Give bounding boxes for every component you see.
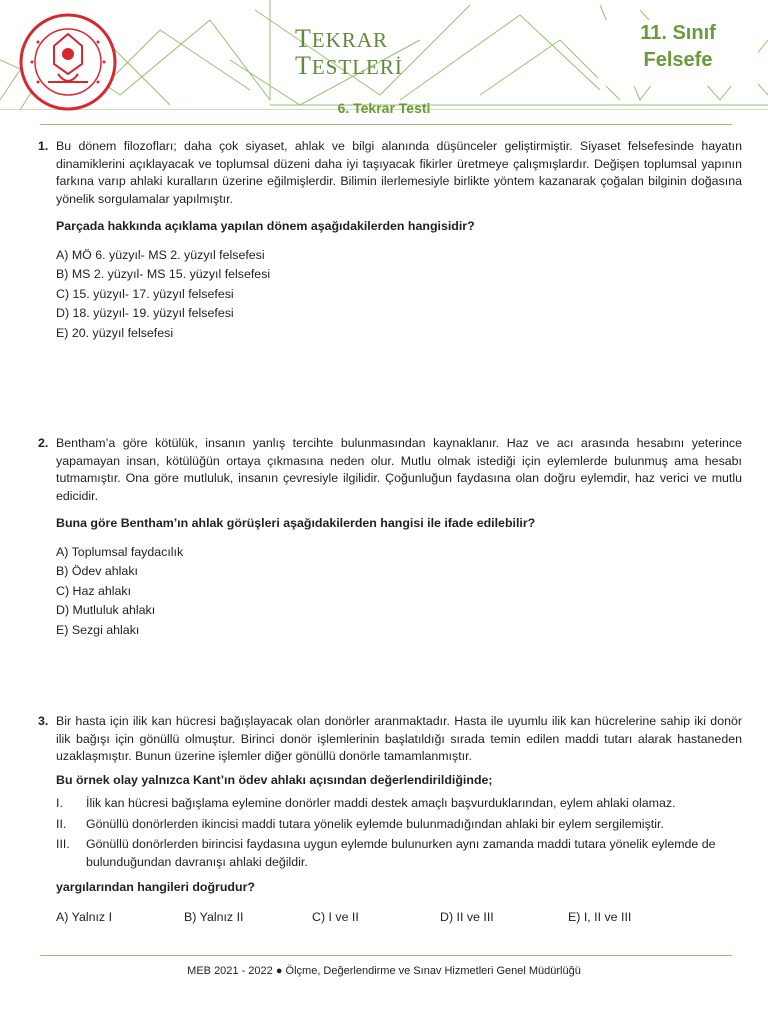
question-stem: Bu örnek olay yalnızca Kant’ın ödev ahlakı açısından değerlendirildiğinde; <box>56 772 493 787</box>
statement-3: III. Gönüllü donörlerden birincisi faydasına uygun eylemde bulunurken aynı zamanda maddi tutara yönelik eylemde de bulunduğundan davranışı ahlaki değildir. <box>56 837 716 869</box>
question-2 <box>38 435 742 640</box>
question-3 <box>38 713 742 926</box>
question-text: Bir hasta için ilik kan hücresi bağışlayacak olan donörler aranmaktadır. Hasta ile uyumlu ilik kan hücrelerine sahip iki donör ilik bağışı için gönüllü olmuştur. Birinci donör işlemlerinin başlatıldığı sırada temin edilen maddi tutarı alarak hastaneden uzaklaşmıştır. Bunun üzerine işlemler diğer gönüllü donörle tamamlanmıştır. <box>56 714 742 763</box>
option-c[interactable]: C) I ve II <box>312 909 359 924</box>
option-e[interactable]: E) Sezgi ahlakı <box>56 622 140 637</box>
statements-list <box>56 795 742 871</box>
option-e[interactable]: E) I, II ve III <box>568 909 632 924</box>
option-b[interactable]: B) Ödev ahlakı <box>56 564 138 578</box>
option-a[interactable]: A) Yalnız I <box>56 909 113 924</box>
grade-label: 11. Sınıf <box>640 22 716 44</box>
option-c[interactable]: C) 15. yüzyıl- 17. yüzyıl felsefesi <box>56 286 234 301</box>
option-a[interactable]: A) Toplumsal faydacılık <box>56 544 184 559</box>
question-stem: Parçada hakkında açıklama yapılan dönem aşağıdakilerden hangisidir? <box>56 219 475 233</box>
question-stem-2: yargılarından hangileri doğrudur? <box>56 880 255 894</box>
footer-divider <box>40 955 732 956</box>
option-e[interactable]: E) 20. yüzyıl felsefesi <box>56 325 174 340</box>
option-d[interactable]: D) II ve III <box>440 909 494 924</box>
question-number: 3. <box>38 714 49 728</box>
statement-1: I. İlik kan hücresi bağışlama eylemine donörler maddi destek amaçlı başvurduklarından, eylem ahlaki olamaz. <box>56 796 676 810</box>
subject-label: Felsefe <box>643 49 713 71</box>
option-a[interactable]: A) MÖ 6. yüzyıl- MS 2. yüzyıl felsefesi <box>56 247 265 262</box>
option-b[interactable]: B) MS 2. yüzyıl- MS 15. yüzyıl felsefesi <box>56 267 271 281</box>
question-number: 1. <box>38 139 49 153</box>
statement-2: II. Gönüllü donörlerden ikincisi maddi tutara yönelik eylemde bulunmadığından ahlaki bir eylem sergilemiştir. <box>56 816 664 831</box>
series-title: TEKRAR TESTLERİ <box>295 24 403 80</box>
options-list <box>56 543 742 641</box>
option-d[interactable]: D) Mutluluk ahlakı <box>56 603 156 617</box>
title-divider <box>40 124 732 125</box>
options-row <box>56 909 742 927</box>
test-title: 6. Tekrar Testi <box>337 100 431 116</box>
question-text: Bu dönem filozofları; daha çok siyaset, ahlak ve bilgi alanında düşünceler geliştirmiştir. Siyaset felsefesinde hayatın dinamiklerini açıklayacak ve toplumsal düzeni daha iyi taşıyacak fikirler üretmeye çalışmışlardır. Değişen toplumsal yapının farkına varıp ahlaki kuralların üzerine eğilmişlerdir. Bilimin ilerlemesiyle birlikte yöntem kazanarak çoğalan bilginin doğasına yönelik sorgulamalar yapılmıştır. <box>56 139 742 206</box>
question-stem: Buna göre Bentham’ın ahlak görüşleri aşağıdakilerden hangisi ile ifade edilebilir? <box>56 516 536 530</box>
question-text: Bentham’a göre kötülük, insanın yanlış tercihte bulunmasından kaynaklanır. Haz ve acı arasında hesabını yeterince yapamayan insan, kötülüğün ortaya çıkmasına neden olur. Mutlu olmak istediği için eylemlerde bulunmuş ama hesabı tutmamıştır. Ona göre mutluluk, insanın çevresiyle ilgilidir. Çoğunluğun faydasına olan doğru eylemdir, haz verici ve mutlu edicidir. <box>56 436 742 503</box>
question-1 <box>38 138 742 343</box>
option-b[interactable]: B) Yalnız II <box>184 909 244 924</box>
question-number: 2. <box>38 436 49 450</box>
option-c[interactable]: C) Haz ahlakı <box>56 583 132 598</box>
options-list <box>56 246 742 344</box>
meb-seal-logo <box>18 12 118 112</box>
grade-subject-box <box>598 20 758 86</box>
option-d[interactable]: D) 18. yüzyıl- 19. yüzyıl felsefesi <box>56 306 234 320</box>
footer-text: MEB 2021 - 2022 ● Ölçme, Değerlendirme ve Sınav Hizmetleri Genel Müdürlüğü <box>187 965 581 977</box>
